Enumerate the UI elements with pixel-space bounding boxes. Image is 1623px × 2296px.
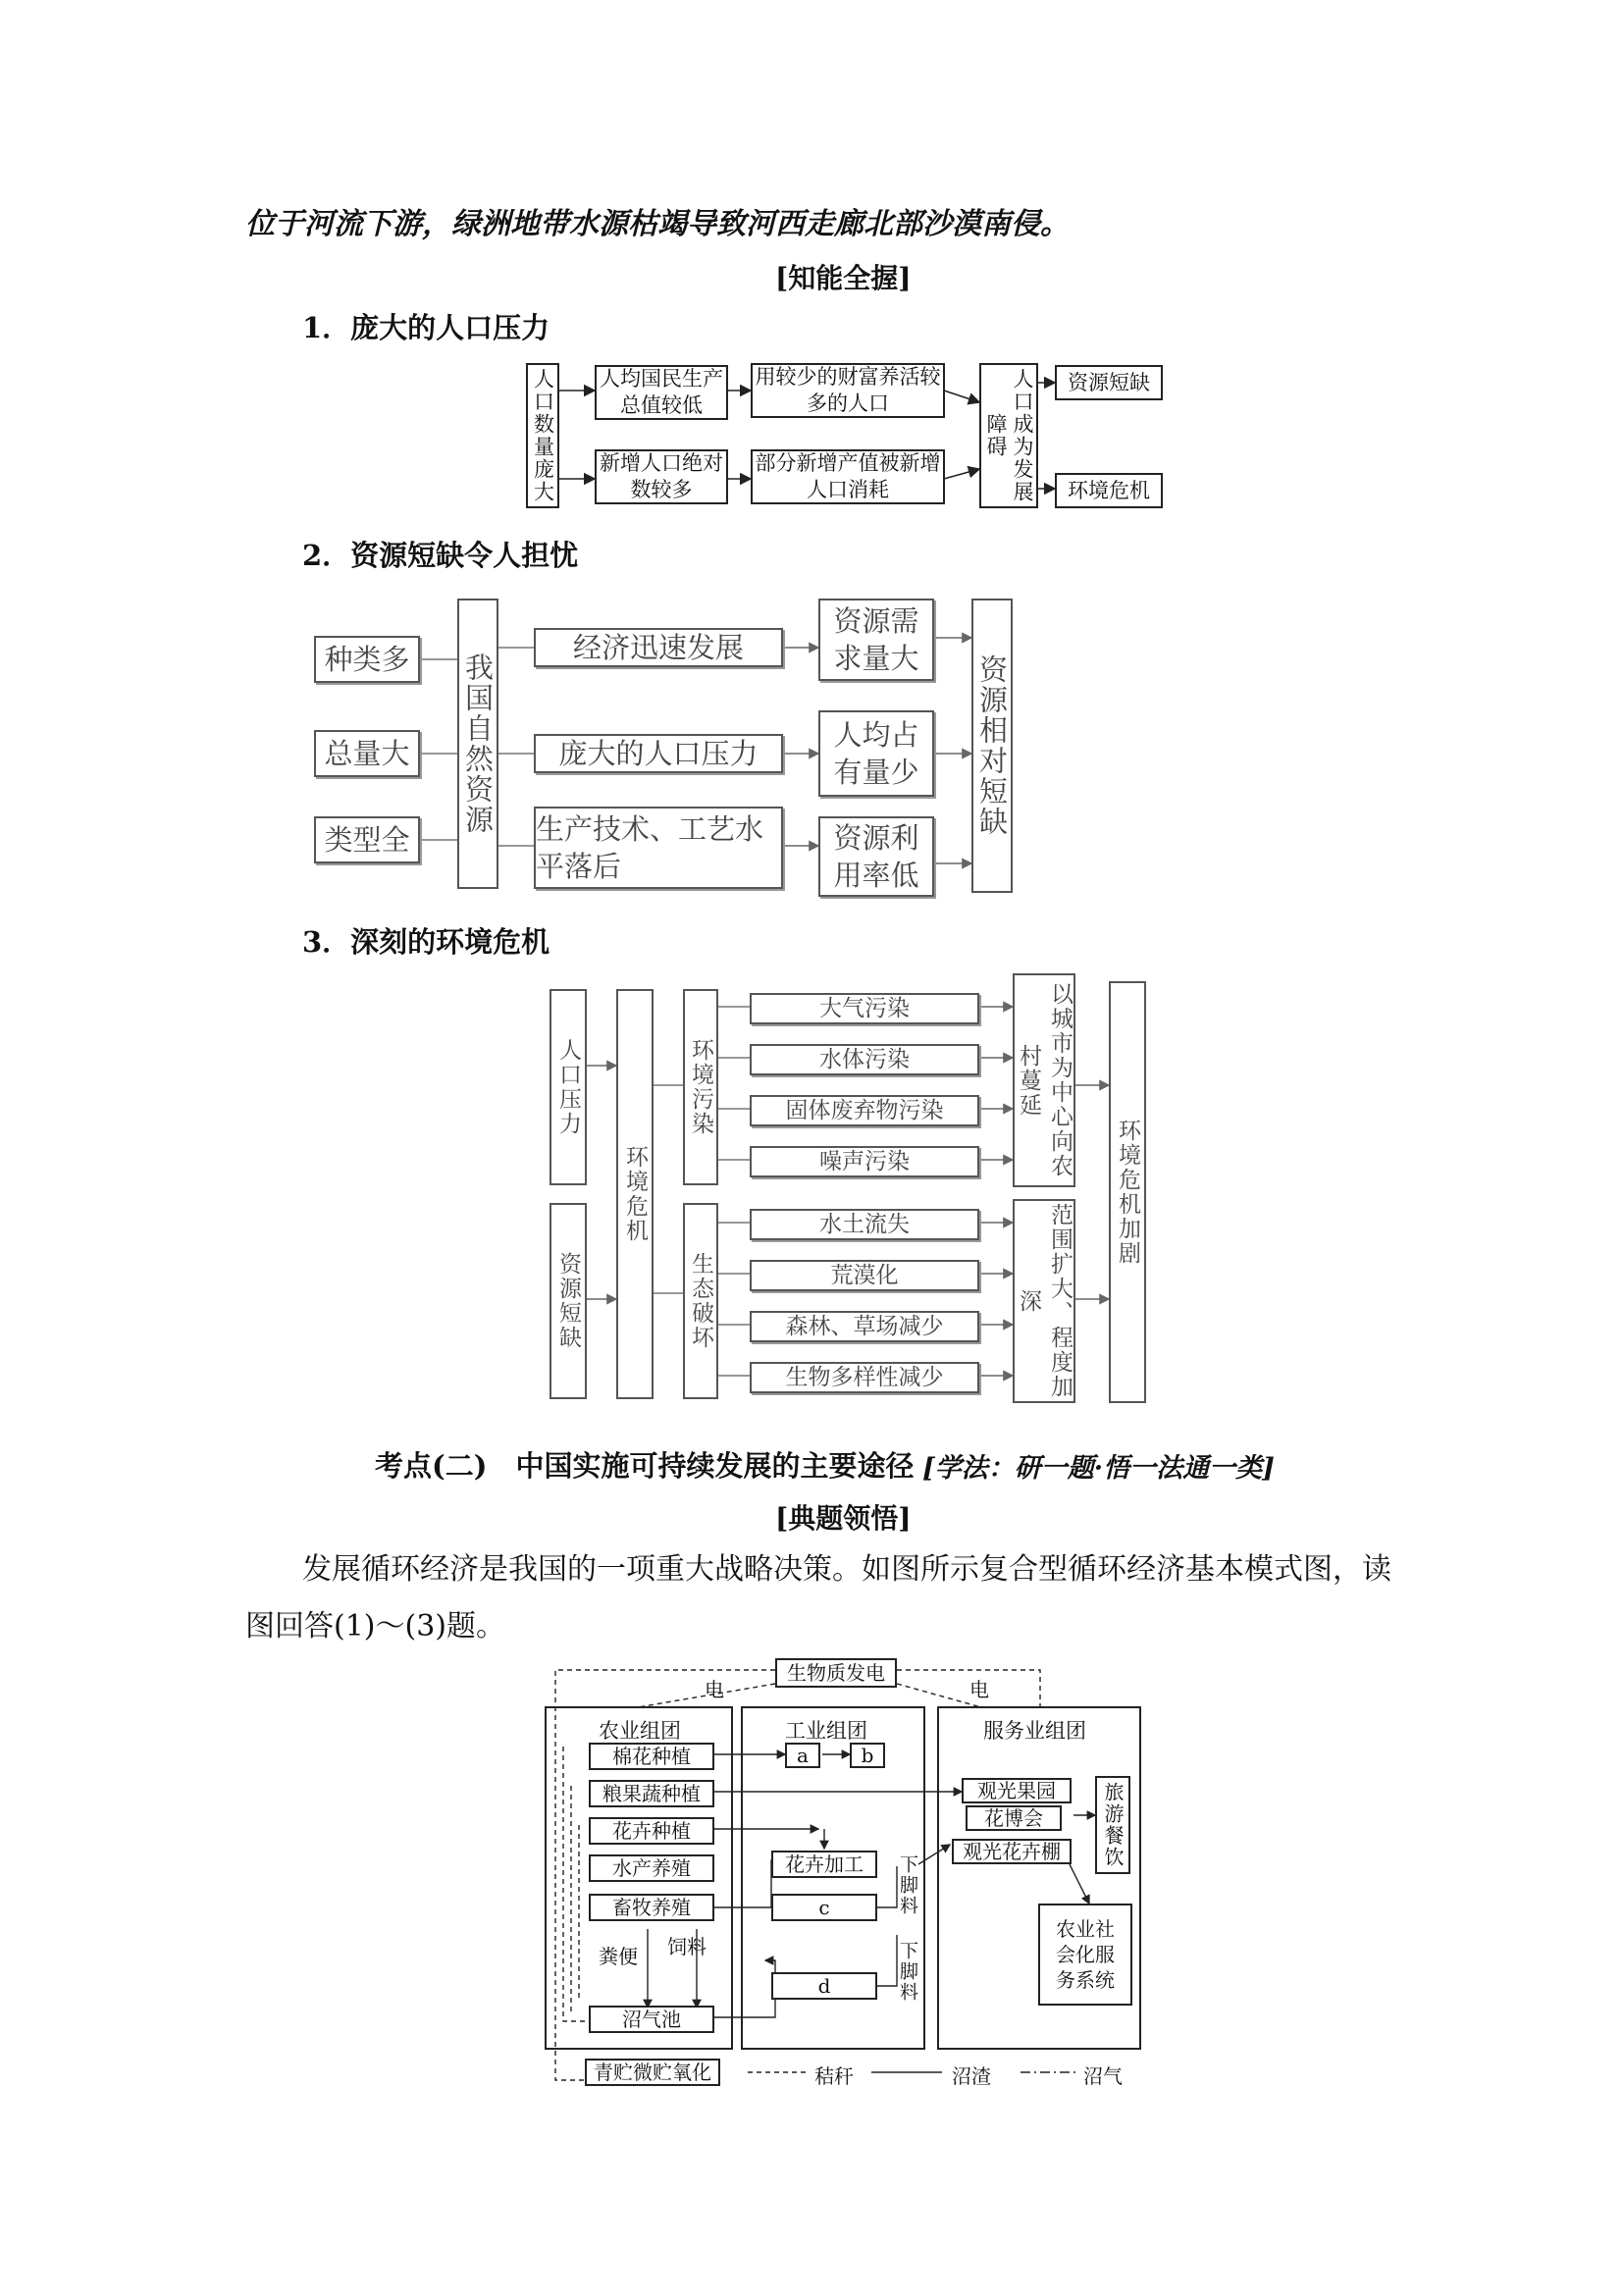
box-solid-waste: 固体废弃物污染 [750, 1095, 979, 1126]
label-manure: 粪便 [599, 1945, 638, 1968]
label-feed: 饲料 [667, 1935, 707, 1958]
box-crisis-aggravated: 环境危机加剧 [1109, 981, 1146, 1403]
box-resource-shortage: 资源短缺 [1055, 365, 1163, 400]
box-backward-tech: 生产技术、工艺水平落后 [534, 807, 783, 889]
box-d: d [771, 1972, 877, 2000]
heading-environment: 3．深刻的环境危机 [302, 925, 550, 959]
box-eco-damage: 生态破坏 [683, 1203, 718, 1399]
box-flower-planting: 花卉种植 [589, 1817, 714, 1845]
box-forest-loss: 森林、草场减少 [750, 1311, 979, 1342]
heading-population: 1．庞大的人口压力 [302, 311, 550, 344]
box-agri-service-system: 农业社会化服务系统 [1038, 1904, 1132, 2006]
box-desertification: 荒漠化 [750, 1260, 979, 1291]
box-new-population: 新增人口绝对数较多 [595, 449, 728, 504]
kaodian-title: 考点(二) 中国实施可持续发展的主要途径 [375, 1449, 915, 1483]
box-population-pressure-src: 人口压力 [550, 989, 587, 1185]
box-resource-shortage-src: 资源短缺 [550, 1203, 587, 1399]
section-knowledge: [知能全握] [775, 262, 912, 294]
label-scraps-2: 下脚料 [897, 1941, 918, 2003]
box-water-pollution: 水体污染 [750, 1044, 979, 1075]
box-c: c [771, 1894, 877, 1921]
label-scraps-1: 下脚料 [897, 1854, 918, 1916]
label-industry-group: 工业组团 [785, 1719, 867, 1743]
box-more-people: 用较少的财富养活较多的人口 [751, 363, 945, 418]
label-service-group: 服务业组团 [983, 1719, 1086, 1743]
box-spread-rural: 以城市为中心向农村蔓延 [1013, 973, 1075, 1187]
heading-resource: 2．资源短缺令人担忧 [302, 539, 579, 572]
box-orchard: 观光果园 [962, 1778, 1072, 1803]
box-a: a [785, 1743, 820, 1768]
box-env-pollution: 环境污染 [683, 989, 718, 1185]
box-aquaculture: 水产养殖 [589, 1854, 714, 1882]
box-b: b [850, 1743, 885, 1768]
box-env-crisis: 环境危机 [1055, 473, 1163, 508]
box-scope-expand: 范围扩大、程度加深 [1013, 1199, 1075, 1403]
legend-residue: 沼渣 [952, 2064, 991, 2088]
kaodian-hint: [学法：研一题·悟一法通一类] [922, 1453, 1275, 1484]
box-natural-resources: 我国自然资源 [457, 599, 498, 889]
box-population-large: 人口数量庞大 [526, 363, 559, 508]
box-cotton: 棉花种植 [589, 1743, 714, 1770]
box-biogas-pit: 沼气池 [589, 2006, 714, 2033]
paragraph-line2: 图回答(1)～(3)题。 [245, 1609, 505, 1644]
box-noise-pollution: 噪声污染 [750, 1146, 979, 1177]
box-flower-expo: 花博会 [966, 1805, 1062, 1831]
box-silage: 青贮微贮氧化 [585, 2059, 720, 2086]
box-livestock: 畜牧养殖 [589, 1894, 714, 1921]
box-large-total: 总量大 [314, 730, 420, 777]
section-dianti: [典题领悟] [775, 1502, 912, 1535]
box-output-consumed: 部分新增产值被新增人口消耗 [751, 449, 945, 504]
legend-straw: 秸秆 [814, 2064, 854, 2088]
box-soil-erosion: 水土流失 [750, 1209, 979, 1240]
box-tourism-catering: 旅游餐饮 [1095, 1776, 1130, 1874]
box-low-per-capita: 人均占有量少 [818, 710, 934, 797]
box-air-pollution: 大气污染 [750, 993, 979, 1024]
box-flower-processing: 花卉加工 [771, 1851, 877, 1878]
box-population-pressure: 庞大的人口压力 [534, 734, 783, 773]
legend-biogas: 沼气 [1083, 2064, 1123, 2088]
box-low-utilization: 资源利用率低 [818, 816, 934, 897]
label-electricity-right: 电 [969, 1678, 989, 1701]
intro-line: 位于河流下游，绿洲地带水源枯竭导致河西走廊北部沙漠南侵。 [245, 207, 1070, 241]
box-many-types: 种类多 [314, 636, 420, 683]
box-biodiversity-loss: 生物多样性减少 [750, 1362, 979, 1393]
label-agri-group: 农业组团 [599, 1719, 681, 1743]
box-obstacle: 人口成为发展障碍 [979, 363, 1038, 508]
box-complete-types: 类型全 [314, 816, 420, 863]
box-gnp-low: 人均国民生产总值较低 [595, 365, 728, 420]
box-biomass-power: 生物质发电 [775, 1658, 897, 1688]
box-env-crisis-core: 环境危机 [616, 989, 654, 1399]
box-relative-shortage: 资源相对短缺 [971, 599, 1013, 893]
box-economic-growth: 经济迅速发展 [534, 628, 783, 667]
paragraph-line1: 发展循环经济是我国的一项重大战略决策。如图所示复合型循环经济基本模式图，读 [302, 1552, 1391, 1587]
box-flower-greenhouse: 观光花卉棚 [952, 1839, 1072, 1864]
box-high-demand: 资源需求量大 [818, 599, 934, 681]
box-grain-fruit-veg: 粮果蔬种植 [589, 1780, 714, 1807]
label-electricity-left: 电 [705, 1678, 724, 1701]
